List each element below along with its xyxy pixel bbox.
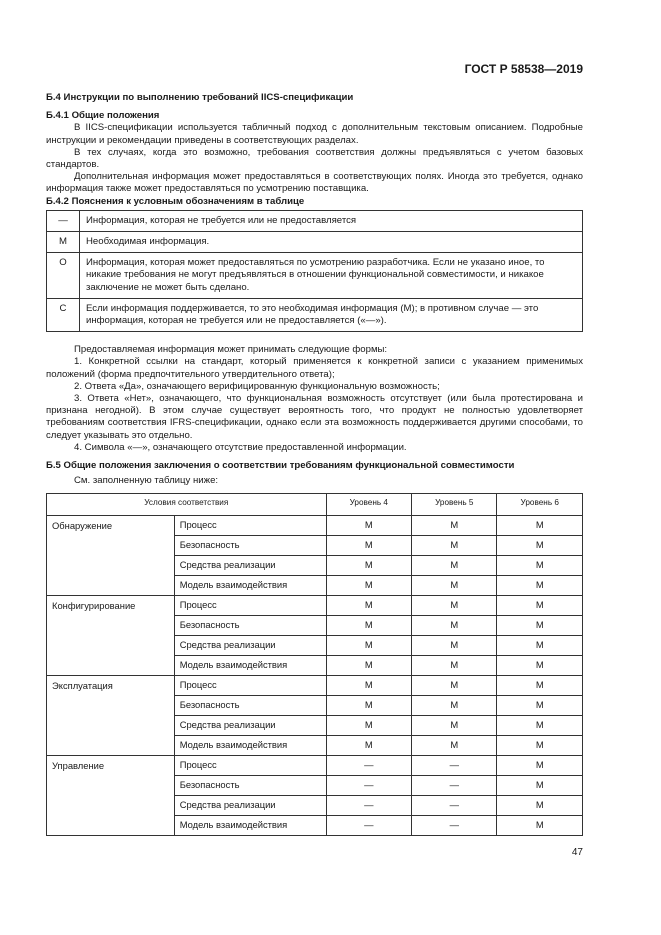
condition-item: Модель взаимодействия — [174, 575, 326, 595]
table-header-row — [47, 494, 583, 515]
page-number: 47 — [571, 847, 583, 858]
column-header: Уровень 6 — [497, 494, 583, 515]
level-5-value: М — [412, 515, 497, 535]
paragraph: В IICS-спецификации используется табличный подход с дополнительным текстовым описанием. Подробные инструкции и рекомендации приведены в соответствующих разделах. — [46, 122, 583, 146]
level-6-value: М — [497, 655, 583, 675]
level-5-value: М — [412, 615, 497, 635]
level-4-value: М — [326, 615, 411, 635]
level-4-value: М — [326, 635, 411, 655]
level-4-value: М — [326, 735, 411, 755]
condition-group: Управление — [47, 755, 175, 835]
level-4-value: — — [326, 795, 411, 815]
table-row — [47, 298, 583, 331]
level-4-value: М — [326, 555, 411, 575]
level-5-value: М — [412, 535, 497, 555]
table-row — [47, 595, 583, 615]
level-6-value: М — [497, 695, 583, 715]
list-item: 3. Ответа «Нет», означающего, что функциональная возможность отсутствует (или была протестирована и признана негодной). В этом случае существует вероятность того, что продукт не полностью удовлетворяет требованиям соответствия IFRS-спецификации, однако если эта возможность поддерживается другими способами, то следует указывать это отдельно. — [46, 393, 583, 441]
condition-item: Процесс — [174, 755, 326, 775]
column-header: Условия соответствия — [47, 494, 327, 515]
document-code: ГОСТ Р 58538—2019 — [464, 62, 583, 76]
level-5-value: М — [412, 715, 497, 735]
notation-symbol: О — [47, 253, 80, 299]
level-5-value: М — [412, 555, 497, 575]
table-row — [47, 515, 583, 535]
level-5-value: М — [412, 735, 497, 755]
level-5-value: — — [412, 795, 497, 815]
level-4-value: — — [326, 775, 411, 795]
level-4-value: — — [326, 755, 411, 775]
condition-item: Средства реализации — [174, 635, 326, 655]
table-row — [47, 232, 583, 253]
level-6-value: М — [497, 535, 583, 555]
level-4-value: М — [326, 515, 411, 535]
forms-intro: Предоставляемая информация может принимать следующие формы: — [74, 344, 388, 356]
table-row — [47, 210, 583, 231]
level-5-value: — — [412, 775, 497, 795]
condition-item: Безопасность — [174, 695, 326, 715]
list-item: 4. Символа «—», означающего отсутствие предоставленной информации. — [74, 441, 407, 453]
condition-item: Процесс — [174, 595, 326, 615]
notation-text: Если информация поддерживается, то это необходимая информация (М); в противном случае — это информация, которая не требуется или не предоставляется («—»). — [80, 298, 583, 331]
condition-item: Модель взаимодействия — [174, 655, 326, 675]
level-6-value: М — [497, 575, 583, 595]
condition-item: Безопасность — [174, 615, 326, 635]
condition-item: Процесс — [174, 675, 326, 695]
level-4-value: М — [326, 575, 411, 595]
notation-text: Необходимая информация. — [80, 232, 583, 253]
level-5-value: М — [412, 575, 497, 595]
level-6-value: М — [497, 635, 583, 655]
level-4-value: М — [326, 655, 411, 675]
notation-symbol: — — [47, 210, 80, 231]
section-b4-2-title: Б.4.2 Пояснения к условным обозначениям в таблице — [46, 195, 305, 207]
level-5-value: М — [412, 635, 497, 655]
table-row — [47, 755, 583, 775]
level-6-value: М — [497, 675, 583, 695]
level-6-value: М — [497, 815, 583, 835]
level-5-value: М — [412, 695, 497, 715]
page-content — [46, 90, 583, 836]
condition-item: Средства реализации — [174, 555, 326, 575]
level-6-value: М — [497, 615, 583, 635]
level-6-value: М — [497, 775, 583, 795]
level-4-value: М — [326, 675, 411, 695]
condition-item: Безопасность — [174, 775, 326, 795]
level-4-value: М — [326, 535, 411, 555]
level-5-value: М — [412, 675, 497, 695]
section-b4-1-title: Б.4.1 Общие положения — [46, 110, 160, 122]
column-header: Уровень 5 — [412, 494, 497, 515]
level-6-value: М — [497, 595, 583, 615]
level-5-value: М — [412, 655, 497, 675]
condition-item: Безопасность — [174, 535, 326, 555]
level-4-value: М — [326, 695, 411, 715]
section-b5-intro: См. заполненную таблицу ниже: — [74, 475, 219, 487]
notation-text: Информация, которая не требуется или не предоставляется — [80, 210, 583, 231]
condition-item: Средства реализации — [174, 715, 326, 735]
notation-table — [46, 210, 583, 332]
level-4-value: М — [326, 715, 411, 735]
level-6-value: М — [497, 755, 583, 775]
list-item: 1. Конкретной ссылки на стандарт, который применяется к конкретной записи с указанием применимых положений (форма предпочтительного утвердительного ответа); — [46, 356, 583, 380]
level-6-value: М — [497, 715, 583, 735]
table-row — [47, 253, 583, 299]
level-4-value: — — [326, 815, 411, 835]
notation-text: Информация, которая может предоставляться по усмотрению разработчика. Если не указано иное, то никакие требования не могут предъявляться в отношении функциональной совместимости, и никакое заключение не может быть сделано. — [80, 253, 583, 299]
level-5-value: — — [412, 815, 497, 835]
condition-item: Модель взаимодействия — [174, 815, 326, 835]
level-4-value: М — [326, 595, 411, 615]
condition-item: Средства реализации — [174, 795, 326, 815]
forms-list — [46, 344, 583, 454]
condition-group: Обнаружение — [47, 515, 175, 595]
condition-item: Процесс — [174, 515, 326, 535]
paragraph: Дополнительная информация может предоставляться в соответствующих полях. Иногда это требуется, однако информация также может предоставляться по усмотрению поставщика. — [46, 171, 583, 195]
condition-group: Эксплуатация — [47, 675, 175, 755]
notation-symbol: С — [47, 298, 80, 331]
level-5-value: М — [412, 595, 497, 615]
paragraph: В тех случаях, когда это возможно, требования соответствия должны предъявляться с учетом базовых стандартов. — [46, 146, 583, 171]
column-header: Уровень 4 — [326, 494, 411, 515]
level-6-value: М — [497, 735, 583, 755]
conformance-table — [46, 493, 583, 835]
list-item: 2. Ответа «Да», означающего верифицированную функциональную возможность; — [74, 380, 440, 392]
level-6-value: М — [497, 515, 583, 535]
section-b5-title: Б.5 Общие положения заключения о соответствии требованиям функциональной совместимости — [46, 460, 515, 472]
notation-symbol: М — [47, 232, 80, 253]
level-5-value: — — [412, 755, 497, 775]
table-row — [47, 675, 583, 695]
section-b4-title: Б.4 Инструкции по выполнению требований IICS-спецификации — [46, 92, 354, 103]
condition-group: Конфигурирование — [47, 595, 175, 675]
level-6-value: М — [497, 555, 583, 575]
condition-item: Модель взаимодействия — [174, 735, 326, 755]
level-6-value: М — [497, 795, 583, 815]
